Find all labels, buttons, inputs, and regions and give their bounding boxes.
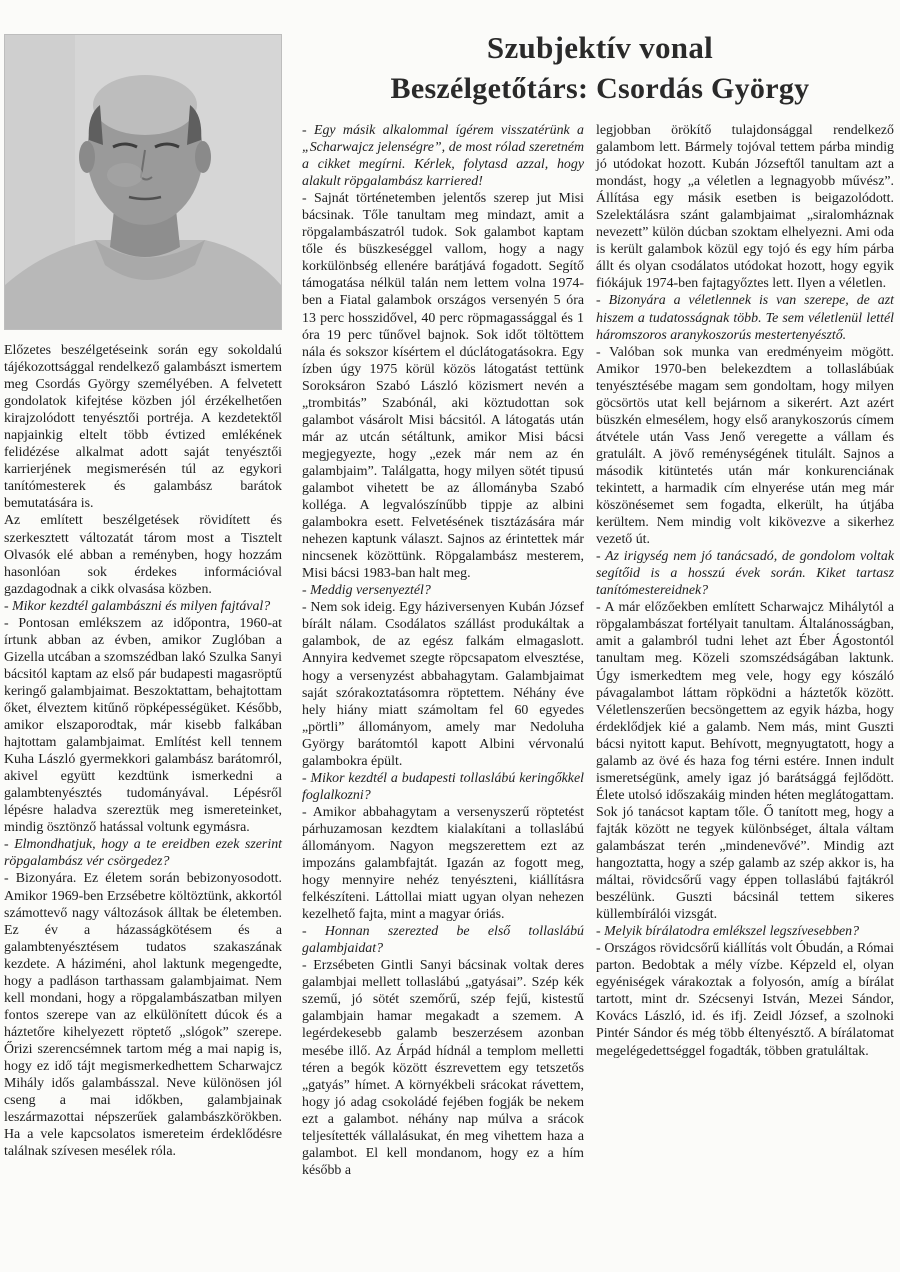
body-paragraph: legjobban örökítő tulajdonsággal rendelkező galambom lett. Bármely tojóval tettem párba mindig jó utódokat hozott. Kubán Józseftől tanultam azt a mondást, hogy „a véletlen a legnagyobb művész”. Állítása egy másik esetben is beigazolódott. Szelektálásra szánt galambjaimat „siralomháznak nevezett” külön dúcban szoktam elhelyezni. Ami oda is került galambok közül egy tojó és egy hím párba állt és olyan csodálatos utódokat hozott, hogy egyik fiókájuk 1974-ben fajtagyőztes lett. Ilyen a véletlen. [596,123,894,292]
body-paragraph: - Bizonyára. Ez életem során bebizonyosodott. Amikor 1969-ben Erzsébetre költöztünk, akkortól számottevő nagy változások álltak be életemben. Ez év a házasságkötésem és a galambtenyésztésem tudatos szakaszának kezdete. A háziméni, ahol laktunk megengedte, hogy a padláson tarthassam galambjaimat. Nem kell mondani, hogy a röpgalambászatban milyen fontos szerepe van az elkülönített dúcok és a háztetőre kihelyezett röptető „slógok” szerepe. Őrizi szerencsémnek tartom még a mai napig is, hogy ez idő tájt megismerkedhettem Scharwajcz Mihály idős galambásszal. Neve különösen jól cseng a mai időkben, galambjainak leszármazottai népszerűek galambászkörökben. Ha a vele kapcsolatos ismereteim érdeklődésre találnak szívesen mesélek róla. [4,871,282,1160]
question-paragraph: - Meddig versenyeztél? [302,583,431,599]
question-paragraph: - Mikor kezdtél a budapesti tollaslábú keringőkkel foglalkozni? [302,770,584,803]
question-paragraph: - Elmondhatjuk, hogy a te ereidben ezek szerint röpgalambász vér csörgedez? [4,837,282,870]
article-subtitle: Beszélgetőtárs: Csordás György [390,72,810,105]
body-paragraph: - Erzsébeten Gintli Sanyi bácsinak voltak deres galambjai mellett tollaslábú „gatyásai”. Szép kék szemű, jó sötét szemőrű, szép fejű, kistestű galambjain hamar megakadt a szemem. A legérdekesebb galamb beszerzésem azonban mesébe illő. Az Árpád hídnál a templom melletti téren a begók között észrevettem egy tetszetős „gatyás” hímet. A környékbeli srácokat rávettem, hogy jó adag csokoládé fejében fogják be nekem ezt a galambot. néhány nap múlva a srácok teljesítették vállalásukat, én meg vihettem haza a galambot. El kell mondanom, hogy ez a hím később a [302,958,584,1178]
body-paragraph: - Amikor abbahagytam a versenyszerű röptetést párhuzamosan kezdtem kialakítani a tollaslábú állományom. Nagyon megszerettem ezt az impozáns galambfajtát. Igazán az fogott meg, hogy mennyire nehéz tenyészteni, kiállításra felkészíteni. Láttollai miatt ugyan olyan nehezen kezelhető fajta, mint a magyar óriás. [302,804,584,923]
article-title: Szubjektív vonal [486,30,714,65]
question-paragraph: - Honnan szerezted be első tollaslábú galambjaidat? [302,924,584,957]
body-paragraph: - Nem sok ideig. Egy háziversenyen Kubán József bírált nálam. Csodálatos szállást produkáltak a galambok, de az egész falkám elmagaslott. Annyira kedvemet szegte röpcsapatom elvesztése, hogy a versenyzést abbahagytam. Galambjaimat saját szórakoztatásomra röptettem. Néhány éve hely hiány miatt számoltam fel 60 egyedes „pörtli” állományom, amely mar Nedoluha György barátomtól kapott Albini vérvonalú galambokra épült. [302,600,584,769]
body-paragraph: - Sajnát történetemben jelentős szerep jut Misi bácsinak. Tőle tanultam meg mindazt, amit a röpgalambászatról tudok. Sok galambot kaptam tőle és büszkeséggel vallom, hogy a nagy korkülönbség ellenére barátjává fogadott. Segítő támogatása nélkül talán nem lettem volna 1974-ben a Fiatal galambok országos versenyén 5 óra 13 perc hosszidővel, 40 perc röpmagassággal és 1 óra 19 perc tűnővel bajnok. Sok időt töltöttem nála és sokszor kísértem el dúclátogatásokra. Egy ízben úgy 1975 körül közös látogatást tettünk Soroksáron Szabó László közismert nevén a „trombitás” Szabónál, aki köztudottan sok galambot vásárolt Misi bácsitól. A látogatás után már az utcán sétáltunk, amikor Misi bácsi megjegyezte, hogy „ezek már nem az én galambjaim”. Találgatta, hogy milyen sötét tipusú galambot vihetett be az állományba Szabó kolléga. A legvalószínűbb tippje az albini galambokra esett. Felvetésének tisztázására már nehezen kaptunk választ. Sajnos az érintettek már nincsenek közöttünk. Röpgalambász mesterem, Misi bácsi 1983-ban halt meg. [302,191,584,582]
question-paragraph: - Melyik bírálatodra emlékszel legszívesebben? [596,924,860,940]
body-paragraph: Az említett beszélgetések rövidített és szerkesztett változatát tárom most a Tisztelt Olvasók elé abban a reményben, hogy hozzám hasonlóan sok érdekes információval gazdagodnak a cikk olvasása közben. [4,513,282,597]
question-paragraph: - Az irigység nem jó tanácsadó, de gondolom voltak segítőid is a hosszú évek során. Kiket tartasz tanítómestereidnek? [596,549,894,599]
body-paragraph: - Országos rövidcsőrű kiállítás volt Óbudán, a Római parton. Bedobtak a mély vízbe. Képzeld el, olyan egyéniségek várakoztak a folyosón, amíg a bírálat tartott, mint dr. Szécsenyi István, Mezei Sándor, Kovács László, id. és ifj. Zeidl József, a szolnoki Pintér Sándor és még több éltenyésztő. A bírálatomat megelégedettséggel fogadták, többen gratuláltak. [596,941,894,1059]
text-column-1 [4,342,282,1160]
question-paragraph: - Bizonyára a véletlennek is van szerepe, de azt hiszem a tudatosságnak több. Te sem véletlenül lettél háromszoros aranykoszorús mestertenyésztő. [596,293,894,343]
question-paragraph: - Mikor kezdtél galambászni és milyen fajtával? [4,598,271,614]
body-paragraph: - A már előzőekben említett Scharwajcz Mihálytól a röpgalambászat fortélyait tanultam. Általánosságban, amit a galambról tudni lehet azt Éber Ágostontól tanultam meg. Közeli szomszédságában laktunk. Úgy ismerkedtem meg vele, hogy egy kószáló pávagalambot láttam röpködni a háztetők között. Véletlenszerűen becsöngettem az egyik házba, hogy érdeklődjek kié a galamb. Nem más, mint Guszti bácsi nyitott kaput. Behívott, megnyugtatott, hogy a galamb az övé és haza fog térni estére. Innen indult ismeretségünk, amely igaz jó barátsággá fejlődött. Élete utolsó időszakáig minden héten meglátogattam. Sok jó tanácsot kaptam tőle. Ő tanított meg, hogy a fajták között ne tegyek különbséget, általa váltam galambászat terén „mindenevővé”. Mindig azt hangoztatta, hogy a szép galamb az szép akkor is, ha máltai, rövidcsőrű vagy éppen tollaslábú fajtákról beszélünk. Guszti bácsinál tettem sikeres küllembírálói vizsgát. [596,600,894,923]
question-paragraph: - Egy másik alkalommal ígérem visszatérünk a „Scharwajcz jelenségre”, de most rólad szeretném a cikket megírni. Kérlek, folytasd azzal, hogy alakult röpgalambász karriered! [302,123,584,190]
body-paragraph: - Valóban sok munka van eredményeim mögött. Amikor 1970-ben belekezdtem a tollaslábúak tenyésztésébe magam sem gondoltam, hogy milyen göcsörtös utat kell bejárnom a sikerért. Azt azért büszkén elmesélem, hogy első aranykoszorús címem átvétele után Vass Jenő veregette a vállam és gratulált. A jövő reménységének titulált. Sajnos a második kitüntetés után már konkurenciának tekintett, a harmadik cím elnyerése után meg már köszönésemet sem fogadta, elkerült, ha útjába kerültem. Nem mindig volt kikövezve a sikerhez vezető út. [596,344,894,548]
body-paragraph: Előzetes beszélgetéseink során egy sokoldalú tájékozottsággal rendelkező galambászt ismertem meg Csordás György személyében. A felvetett gondolatok kifejtése közben jól érzékelhetően kirajzolódott tenyésztői portréja. A kezdetektől napjainkig eltelt több évtized emlékének felidézése alkalmat adott saját tenyésztői karrierjének megismerésén túl az egykori tanítómesterek és galambász barátok bemutatására is. [4,343,282,512]
portrait-photo [4,34,282,330]
text-column-3 [596,122,894,1060]
text-column-2 [302,122,584,1179]
body-paragraph: - Pontosan emlékszem az időpontra, 1960-at írtunk abban az évben, amikor Zuglóban a Gizella utcában a szomszédban lakó Szulka Sanyi bácsitól kaptam az első pár budapesti magasröptű keringő galambjaimat. Beszoktattam, behajtottam őket, élveztem kitűnő röpképességüket. Később, amikor elszaporodtak, már kisebb falkában hajtottam galambjaimat. Említést kell tennem Kuha László gyermekkori galambász barátomról, akivel együtt kezdtünk ismerkedni a galambtenyésztés tudományával. Lépésről lépésre haladva szereztük meg ismereteinket, mindig ösztönző hatással voltunk egymásra. [4,615,282,836]
portrait-illustration [5,35,281,329]
